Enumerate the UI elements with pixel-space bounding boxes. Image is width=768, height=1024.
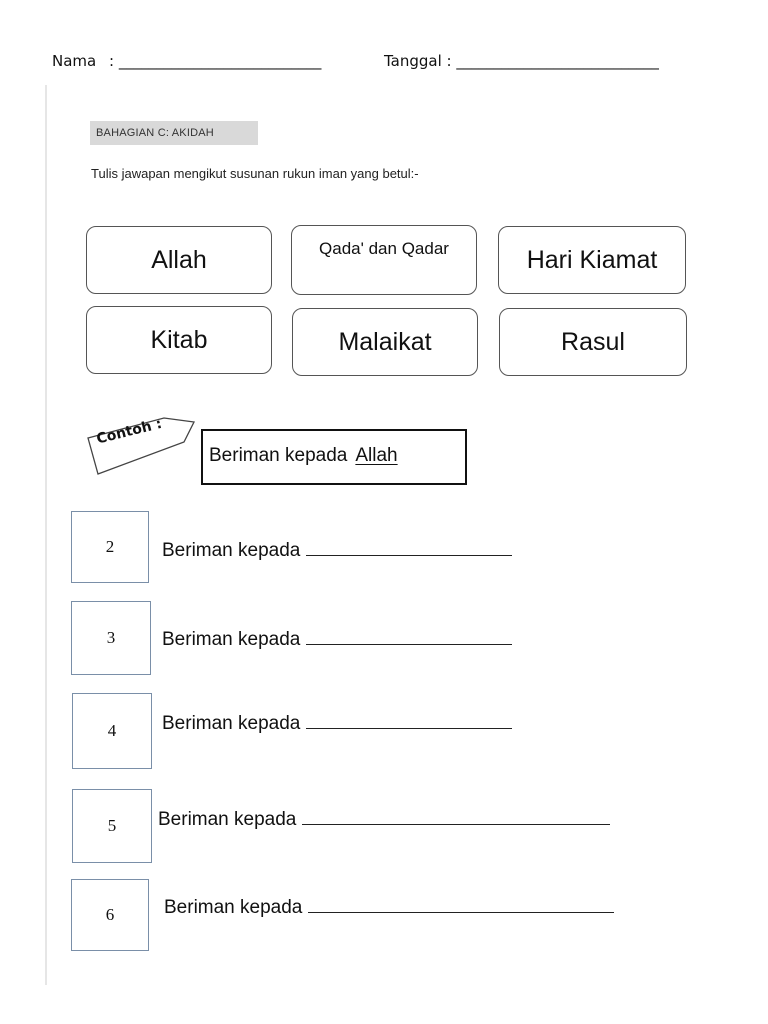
question-row bbox=[162, 539, 512, 562]
date-blank[interactable]: ___________________________ bbox=[456, 52, 659, 70]
name-colon: : bbox=[109, 52, 115, 70]
instruction-text: Tulis jawapan mengikut susunan rukun iman yang betul:- bbox=[91, 166, 419, 181]
date-label: Tanggal : bbox=[384, 52, 452, 70]
question-prefix: Beriman kepada bbox=[162, 713, 301, 734]
question-number-box: 5 bbox=[72, 789, 152, 863]
example-label: Contoh : bbox=[95, 415, 164, 448]
name-field bbox=[52, 52, 321, 70]
name-blank[interactable]: ___________________________ bbox=[118, 52, 322, 70]
question-row bbox=[162, 712, 512, 735]
question-number-box: 4 bbox=[72, 693, 152, 769]
answer-blank[interactable] bbox=[308, 896, 614, 913]
word-bank-item: Rasul bbox=[499, 308, 687, 376]
question-number-box: 2 bbox=[71, 511, 149, 583]
answer-blank[interactable] bbox=[306, 539, 512, 556]
example-prefix: Beriman kepada bbox=[209, 445, 348, 466]
answer-blank[interactable] bbox=[306, 628, 512, 645]
question-number-box: 3 bbox=[71, 601, 151, 675]
word-bank-item: Qada' dan Qadar bbox=[291, 225, 477, 295]
question-row bbox=[158, 808, 610, 831]
question-row bbox=[164, 896, 614, 919]
question-prefix: Beriman kepada bbox=[162, 629, 301, 650]
question-number-box: 6 bbox=[71, 879, 149, 951]
page-edge-divider bbox=[45, 85, 47, 985]
word-bank-item: Malaikat bbox=[292, 308, 478, 376]
date-field bbox=[384, 52, 659, 70]
answer-blank[interactable] bbox=[302, 808, 610, 825]
example-answer: Allah bbox=[355, 445, 398, 466]
example-box bbox=[201, 429, 467, 485]
section-tag: BAHAGIAN C: AKIDAH bbox=[90, 121, 258, 145]
name-label: Nama bbox=[52, 52, 97, 70]
word-bank-item: Allah bbox=[86, 226, 272, 294]
answer-blank[interactable] bbox=[306, 712, 512, 729]
question-prefix: Beriman kepada bbox=[164, 897, 303, 918]
question-prefix: Beriman kepada bbox=[162, 540, 301, 561]
word-bank-item: Hari Kiamat bbox=[498, 226, 686, 294]
question-prefix: Beriman kepada bbox=[158, 809, 297, 830]
question-row bbox=[162, 628, 512, 651]
word-bank-item: Kitab bbox=[86, 306, 272, 374]
